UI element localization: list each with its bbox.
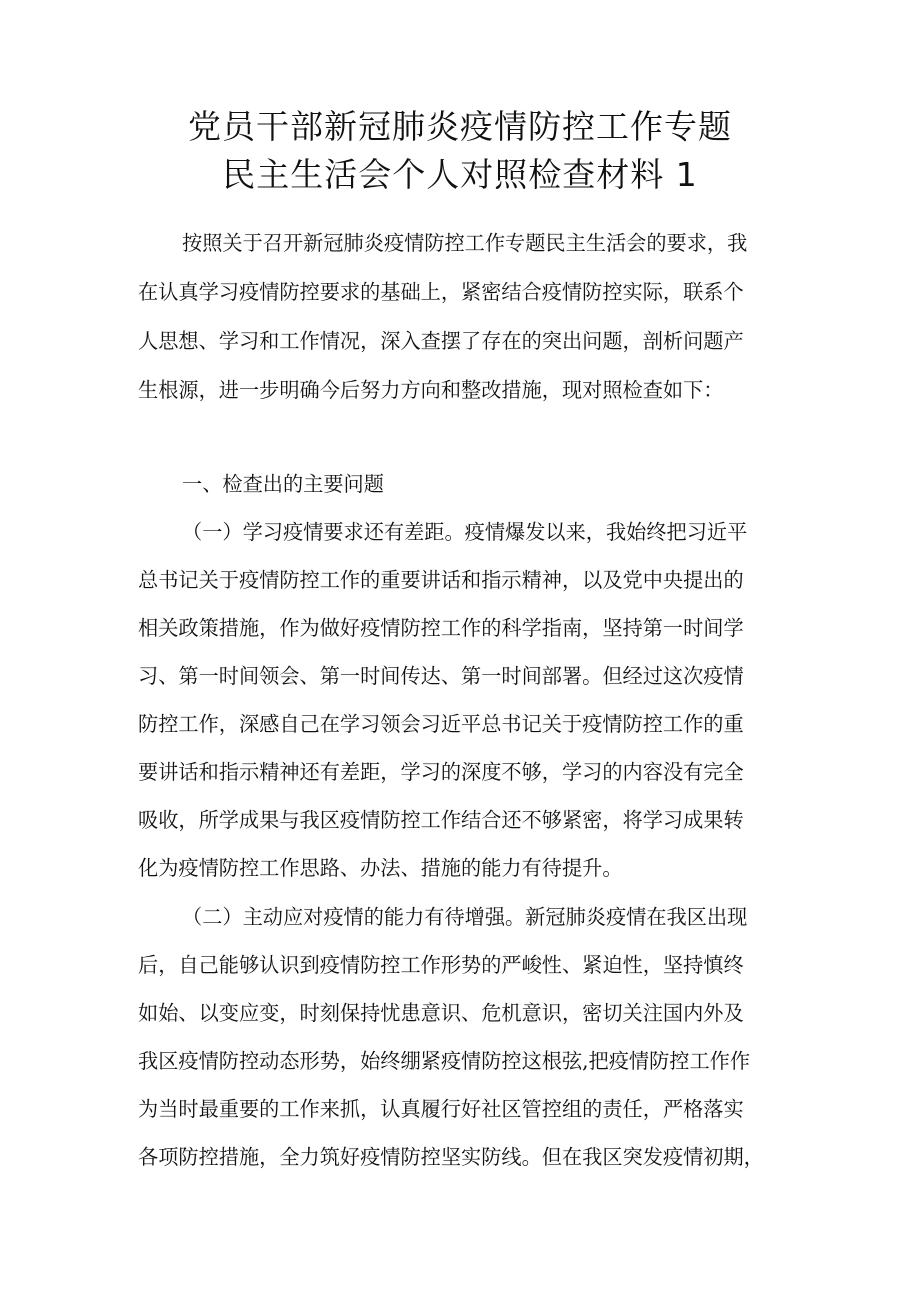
paragraph-line: 相关政策措施，作为做好疫情防控工作的科学指南，坚持第一时间学 bbox=[138, 616, 744, 640]
paragraph-line: 后，自己能够认识到疫情防控工作形势的严峻性、紧迫性，坚持慎终 bbox=[138, 953, 744, 977]
paragraph-line: 习、第一时间领会、第一时间传达、第一时间部署。但经过这次疫情 bbox=[138, 664, 744, 688]
paragraph-line: 按照关于召开新冠肺炎疫情防控工作专题民主生活会的要求，我 bbox=[182, 231, 748, 255]
document-title-line-1: 党员干部新冠肺炎疫情防控工作专题 bbox=[188, 107, 732, 146]
paragraph-line: 防控工作，深感自己在学习领会习近平总书记关于疫情防控工作的重 bbox=[138, 712, 744, 736]
paragraph-line: 各项防控措施，全力筑好疫情防控坚实防线。但在我区突发疫情初期， bbox=[138, 1145, 764, 1169]
paragraph-line: 总书记关于疫情防控工作的重要讲话和指示精神，以及党中央提出的 bbox=[138, 568, 744, 592]
section-heading-text: 一、检查出的主要问题 bbox=[182, 472, 384, 496]
paragraph-line: 我区疫情防控动态形势，始终绷紧疫情防控这根弦,把疫情防控工作作 bbox=[138, 1049, 751, 1073]
paragraph-line: 在认真学习疫情防控要求的基础上，紧密结合疫情防控实际，联系个 bbox=[138, 280, 744, 304]
paragraph-line: 化为疫情防控工作思路、办法、措施的能力有待提升。 bbox=[138, 856, 623, 880]
paragraph-line: 如始、以变应变，时刻保持忧患意识、危机意识，密切关注国内外及 bbox=[138, 1001, 744, 1025]
paragraph-line: （一）学习疫情要求还有差距。疫情爆发以来，我始终把习近平 bbox=[182, 520, 748, 544]
paragraph-line: 要讲话和指示精神还有差距，学习的深度不够，学习的内容没有完全 bbox=[138, 760, 744, 784]
paragraph-line: 吸收，所学成果与我区疫情防控工作结合还不够紧密，将学习成果转 bbox=[138, 808, 744, 832]
paragraph-line: 生根源，进一步明确今后努力方向和整改措施，现对照检查如下： bbox=[138, 378, 724, 402]
paragraph-line: 人思想、学习和工作情况，深入查摆了存在的突出问题，剖析问题产 bbox=[138, 329, 744, 353]
paragraph-line: （二）主动应对疫情的能力有待增强。新冠肺炎疫情在我区出现 bbox=[182, 905, 748, 929]
document-title-line-2: 民主生活会个人对照检查材料 1 bbox=[222, 155, 698, 194]
paragraph-line: 为当时最重要的工作来抓，认真履行好社区管控组的责任，严格落实 bbox=[138, 1097, 744, 1121]
